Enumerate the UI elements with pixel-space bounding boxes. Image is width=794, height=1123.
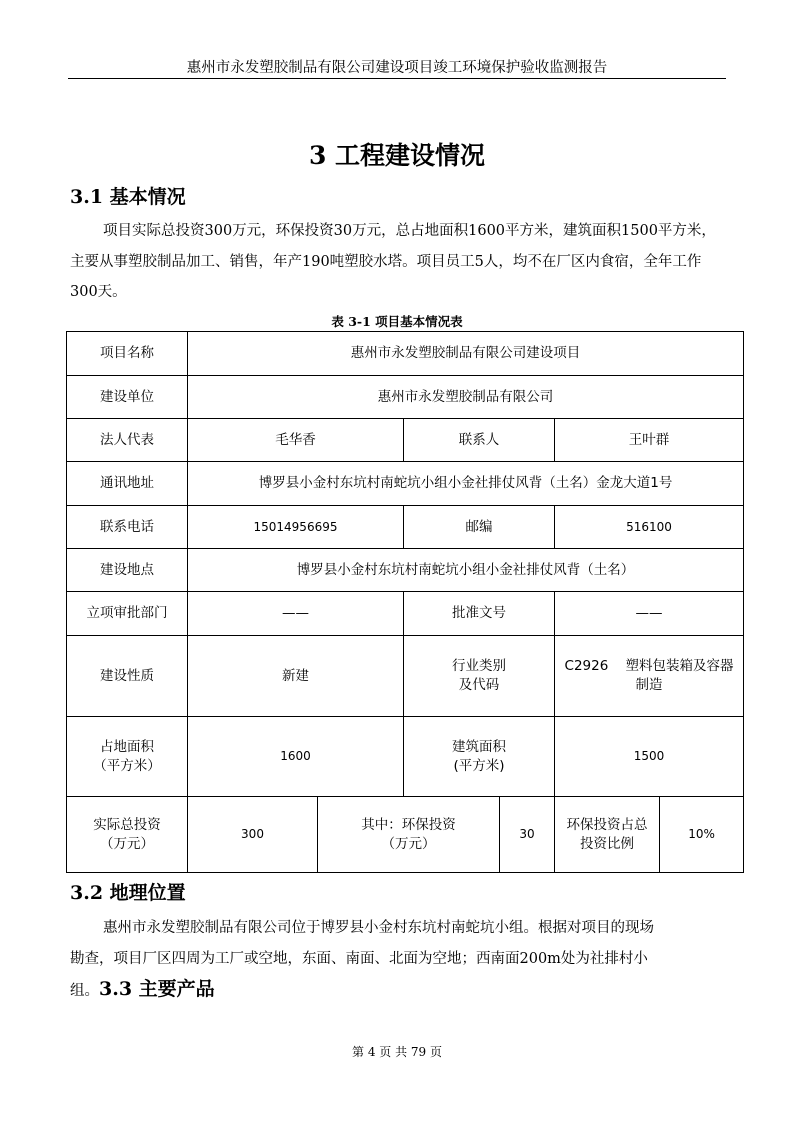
table-row	[67, 506, 744, 549]
industry-label-line-2: 及代码	[458, 677, 500, 693]
approval-dept-value: ——	[188, 592, 404, 636]
industry-label-line-1: 行业类别	[452, 658, 506, 674]
industry-value	[555, 636, 744, 717]
project-name-value: 惠州市永发塑胶制品有限公司建设项目	[188, 332, 744, 376]
location-text-line-2: 勘查，项目厂区四周为工厂或空地，东面、南面、北面为空地；西南面200m处为社排村小	[70, 950, 648, 967]
land-area-label-line-1: 占地面积	[100, 738, 154, 755]
phone-value: 15014956695	[188, 506, 404, 549]
location-text-end: 组。	[70, 983, 99, 999]
env-ratio-label	[555, 797, 660, 873]
table-row	[67, 332, 744, 376]
industry-name: 塑料包装箱及容器	[625, 658, 734, 674]
land-area-label	[67, 717, 188, 797]
approval-dept-label: 立项审批部门	[67, 592, 188, 636]
section-title-products: 3.3 主要产品	[99, 978, 215, 1000]
land-area-label-line-2: （平方米）	[93, 757, 161, 774]
project-basic-info-table	[66, 331, 744, 873]
basic-info-text: 项目实际总投资300万元，环保投资30万元，总占地面积1600平方米，建筑面积1500平方米，主要从事塑胶制品加工、销售，年产190吨塑胶水塔。项目员工5人，均不在厂区内食宿，全年工作300天。	[70, 223, 716, 300]
env-ratio-label-line-2: 投资比例	[580, 835, 634, 852]
env-invest-label-line-2: （万元）	[381, 835, 436, 852]
industry-label	[404, 636, 555, 717]
total-invest-label-line-1: 实际总投资	[93, 816, 161, 833]
build-area-label	[404, 717, 555, 797]
industry-value-line-1	[559, 657, 739, 676]
table-row	[67, 419, 744, 462]
table-row	[67, 376, 744, 419]
chapter-title: 3 工程建设情况	[308, 141, 486, 170]
page-number: 第 4 页 共 79 页	[352, 1045, 442, 1059]
approval-no-label: 批准文号	[404, 592, 555, 636]
table-row	[67, 549, 744, 592]
header-divider	[68, 78, 726, 79]
env-invest-label-line-1: 其中：环保投资	[361, 816, 456, 833]
address-value: 博罗县小金村东坑村南蛇坑小组小金社排仗风背（土名）金龙大道1号	[188, 462, 744, 506]
contact-person-label: 联系人	[404, 419, 555, 462]
table-row	[67, 717, 744, 797]
approval-no-value: ——	[555, 592, 744, 636]
location-label: 建设地点	[67, 549, 188, 592]
location-text-line-1: 惠州市永发塑胶制品有限公司位于博罗县小金村东坑村南蛇坑小组。根据对项目的现场	[103, 920, 654, 936]
phone-label: 联系电话	[67, 506, 188, 549]
table-row	[67, 592, 744, 636]
total-invest-value: 300	[188, 797, 318, 873]
location-value: 博罗县小金村东坑村南蛇坑小组小金社排仗风背（土名）	[188, 549, 744, 592]
land-area-value: 1600	[188, 717, 404, 797]
env-ratio-value: 10%	[660, 797, 744, 873]
basic-info-paragraph	[70, 216, 724, 308]
total-invest-label-line-2: （万元）	[100, 835, 154, 852]
postcode-value: 516100	[555, 506, 744, 549]
contact-person-value: 王叶群	[555, 419, 744, 462]
env-invest-label	[318, 797, 500, 873]
build-area-label-line-2: (平方米)	[453, 757, 505, 774]
total-invest-label	[67, 797, 188, 873]
industry-code: C2926	[564, 658, 609, 674]
report-header: 惠州市永发塑胶制品有限公司建设项目竣工环境保护验收监测报告	[186, 60, 608, 76]
address-label: 通讯地址	[67, 462, 188, 506]
construction-unit-label: 建设单位	[67, 376, 188, 419]
table-row	[67, 797, 744, 873]
legal-rep-value: 毛华香	[188, 419, 404, 462]
section-title-location: 3.2 地理位置	[70, 882, 186, 904]
build-area-value: 1500	[555, 717, 744, 797]
location-text-line-3	[70, 974, 724, 1007]
nature-value: 新建	[188, 636, 404, 717]
construction-unit-value: 惠州市永发塑胶制品有限公司	[188, 376, 744, 419]
build-area-label-line-1: 建筑面积	[452, 738, 506, 755]
industry-value-line-2: 制造	[635, 677, 663, 693]
table-row	[67, 636, 744, 717]
env-ratio-label-line-1: 环保投资占总	[566, 816, 648, 833]
location-paragraph	[70, 913, 724, 1007]
postcode-label: 邮编	[404, 506, 555, 549]
env-invest-value: 30	[500, 797, 555, 873]
project-name-label: 项目名称	[67, 332, 188, 376]
table-caption: 表 3-1 项目基本情况表	[331, 314, 463, 329]
section-title-basic-info: 3.1 基本情况	[70, 186, 186, 208]
nature-label: 建设性质	[67, 636, 188, 717]
table-row	[67, 462, 744, 506]
legal-rep-label: 法人代表	[67, 419, 188, 462]
